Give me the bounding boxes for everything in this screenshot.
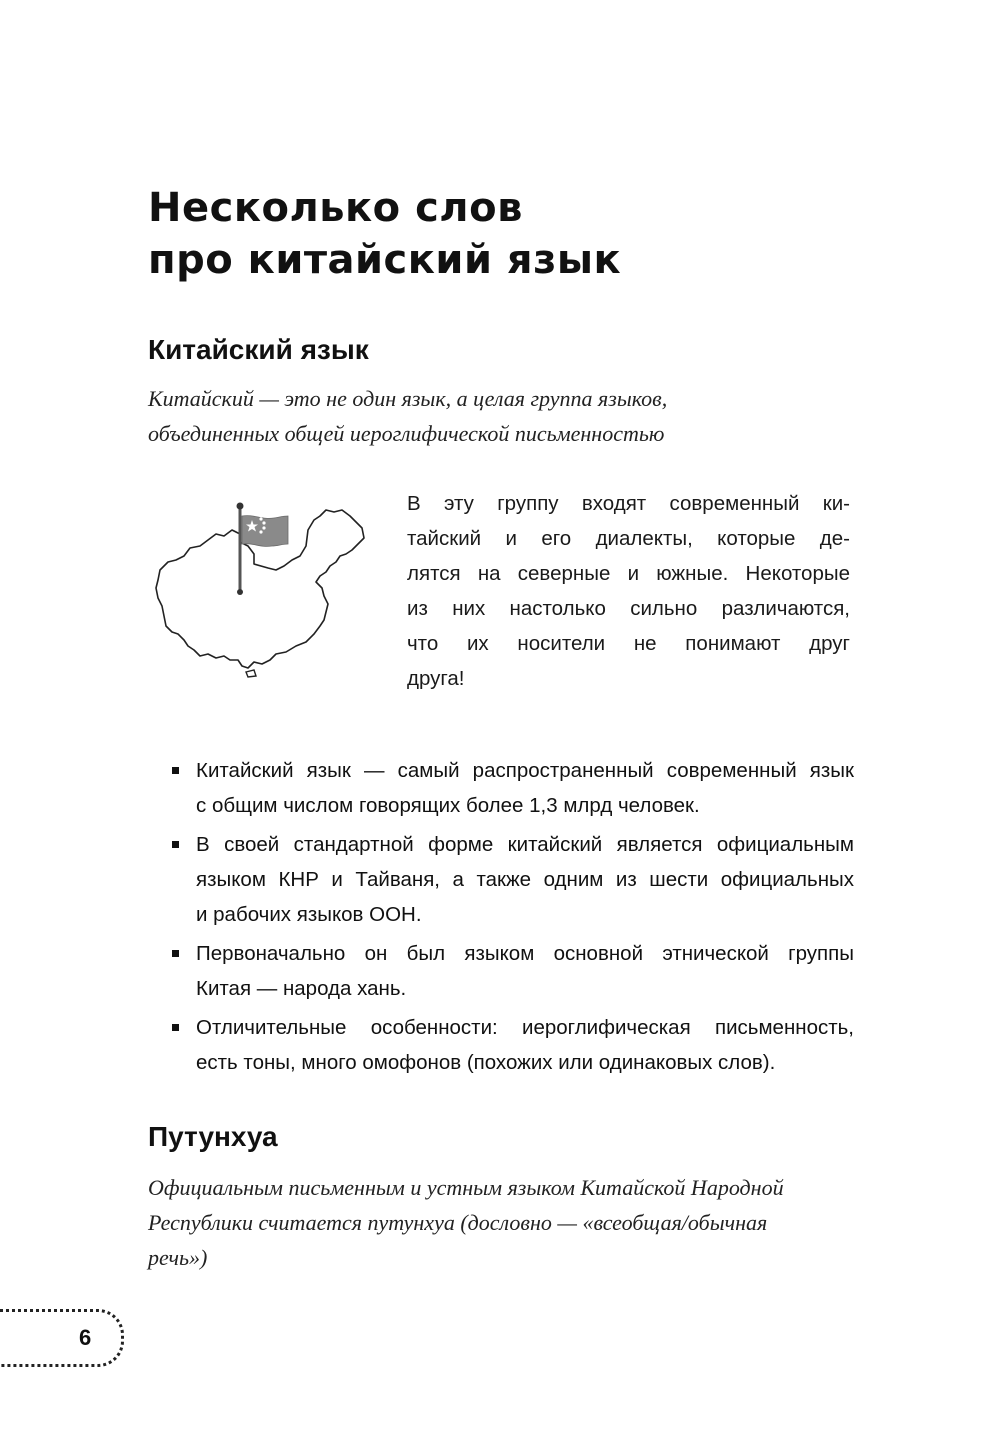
lead-line: речь») — [148, 1245, 208, 1270]
lead-line: Республики считается путунхуа (дословно — «всеобщая/обычная — [148, 1210, 768, 1235]
list-item-line: Китайский язык — самый распространенный современный язык — [196, 759, 854, 782]
list-item — [170, 827, 854, 932]
lead-line: объединенных общей иероглифической письменностью — [148, 421, 665, 446]
bullet-marker — [172, 950, 179, 957]
paragraph-line: из них настолько сильно различаются, — [407, 597, 850, 620]
page-number: 6 — [79, 1325, 92, 1350]
section-heading-chinese-language: Китайский язык — [148, 334, 369, 365]
section-lead-chinese-language — [148, 381, 848, 451]
list-item-line: и рабочих языков ООН. — [196, 903, 422, 926]
list-item-line: Первоначально он был языком основной этнической группы — [196, 942, 854, 965]
paragraph-line: лятся на северные и южные. Некоторые — [407, 562, 850, 585]
list-item — [170, 936, 854, 1006]
page-title-line-2: про китайский язык — [148, 237, 622, 283]
page-title-line-1: Несколько слов — [148, 185, 523, 231]
section-lead-putonghua — [148, 1170, 848, 1275]
page-title — [148, 182, 908, 286]
section-heading-putonghua: Путунхуа — [148, 1121, 278, 1152]
list-item-line: есть тоны, много омофонов (похожих или одинаковых слов). — [196, 1051, 776, 1074]
bullet-marker — [172, 1024, 179, 1031]
page-number-tab — [0, 1309, 124, 1367]
paragraph-line: друга! — [407, 667, 465, 690]
list-item — [170, 753, 854, 823]
list-item-line: языком КНР и Тайваня, а также одним из шести официальных — [196, 868, 854, 891]
bullet-list — [170, 753, 854, 1084]
list-item-line: с общим числом говорящих более 1,3 млрд человек. — [196, 794, 700, 817]
list-item — [170, 1010, 854, 1080]
china-map-island — [246, 670, 256, 677]
paragraph-line: тайский и его диалекты, которые де- — [407, 527, 850, 550]
list-item-line: Отличительные особенности: иероглифическая письменность, — [196, 1016, 854, 1039]
paragraph-line: что их носители не понимают друг — [407, 632, 850, 655]
lead-line: Китайский — это не один язык, а целая группа языков, — [148, 386, 668, 411]
intro-paragraph — [407, 486, 850, 696]
bullet-marker — [172, 767, 179, 774]
chinese-flag-icon — [237, 503, 289, 596]
lead-line: Официальным письменным и устным языком Китайской Народной — [148, 1175, 784, 1200]
list-item-line: В своей стандартной форме китайский является официальным — [196, 833, 854, 856]
list-item-line: Китая — народа хань. — [196, 977, 407, 1000]
paragraph-line: В эту группу входят современный ки- — [407, 492, 850, 515]
bullet-marker — [172, 841, 179, 848]
china-map-outline-icon — [150, 496, 370, 678]
